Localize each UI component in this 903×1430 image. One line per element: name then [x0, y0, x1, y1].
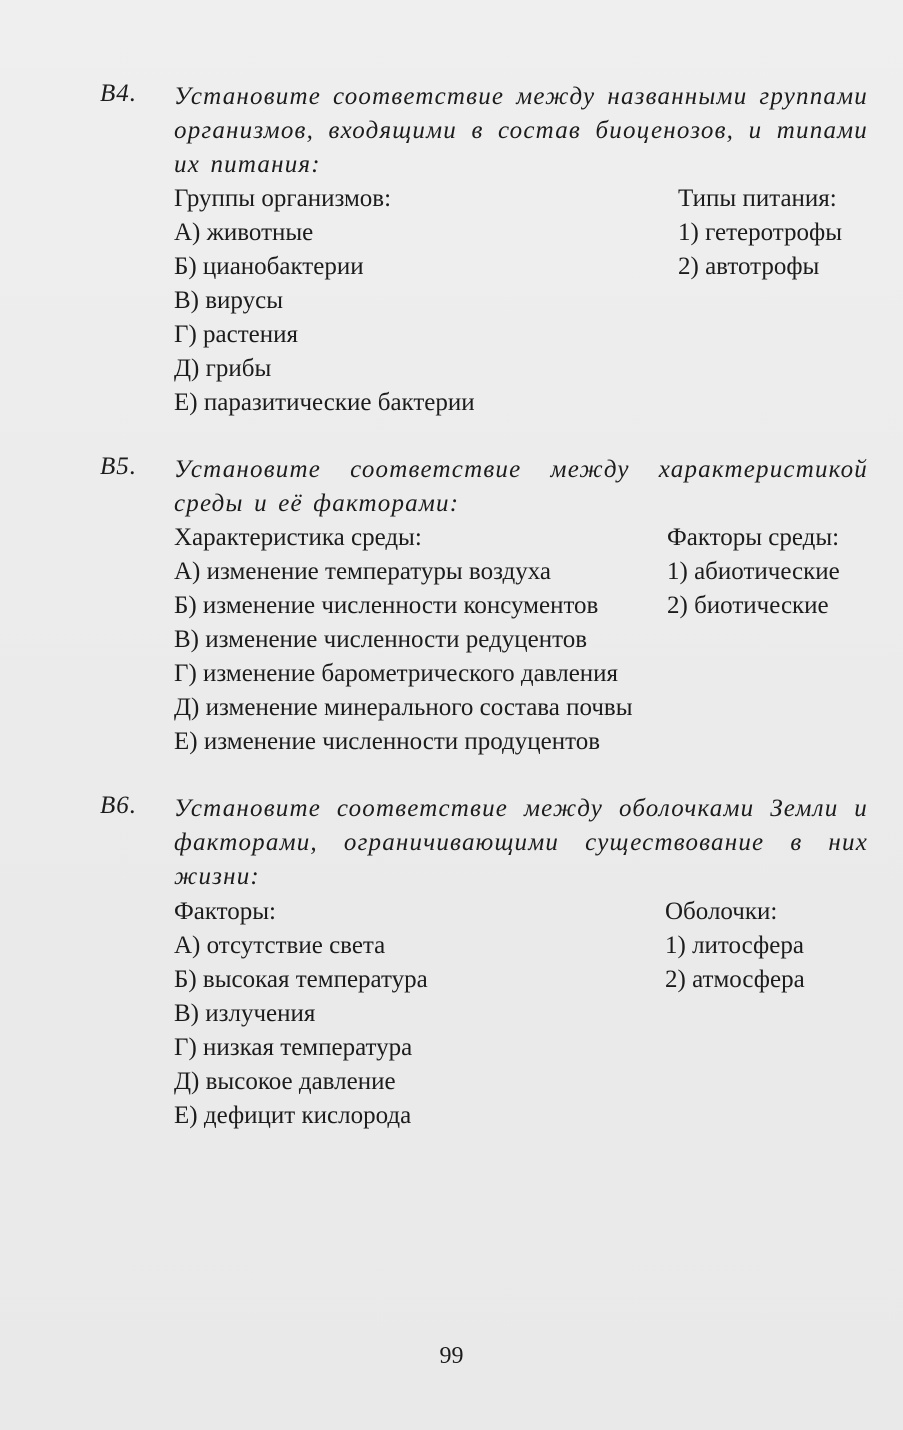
list-item: Г) растения	[174, 321, 298, 348]
right-column-header: Факторы среды:	[667, 524, 840, 551]
right-column	[667, 521, 840, 623]
list-item: Г) изменение барометрического давления	[174, 660, 619, 687]
list-item: Б) изменение численности консументов	[174, 592, 599, 619]
left-column-header: Группы организмов:	[174, 185, 392, 212]
list-item: В) вирусы	[174, 287, 283, 314]
left-column	[174, 895, 428, 1133]
list-item: 2) атмосфера	[665, 966, 805, 993]
list-item: 1) литосфера	[665, 932, 804, 959]
list-item: Б) высокая температура	[174, 966, 428, 993]
list-item: Д) грибы	[174, 355, 272, 382]
question-text: Установите соответствие между характеристикой среды и её факторами:	[174, 456, 868, 517]
list-item: Д) изменение минерального состава почвы	[174, 694, 633, 721]
right-column	[678, 182, 842, 284]
list-item: А) животные	[174, 219, 314, 246]
question-number: В5.	[100, 453, 138, 480]
question-text: Установите соответствие между оболочками Земли и факторами, ограничивающими существование в них жизни:	[174, 795, 868, 890]
right-column-header: Типы питания:	[678, 185, 837, 212]
page-number: 99	[439, 1343, 464, 1369]
list-item: 2) биотические	[667, 592, 829, 619]
left-column-header: Факторы:	[174, 898, 277, 925]
list-item: 1) абиотические	[667, 558, 840, 585]
list-item: А) отсутствие света	[174, 932, 386, 959]
list-item: 1) гетеротрофы	[678, 219, 843, 246]
question-text: Установите соответствие между названными группами организмов, входящими в состав биоценозов, и типами их питания:	[174, 83, 868, 178]
list-item: Б) цианобактерии	[174, 253, 364, 280]
list-item: Е) дефицит кислорода	[174, 1102, 412, 1129]
left-column-header: Характеристика среды:	[174, 524, 422, 551]
list-item: В) излучения	[174, 1000, 316, 1027]
list-item: Г) низкая температура	[174, 1034, 413, 1061]
list-item: В) изменение численности редуцентов	[174, 626, 588, 653]
list-item: Д) высокое давление	[174, 1068, 396, 1095]
left-column	[174, 521, 633, 759]
right-column-header: Оболочки:	[665, 898, 778, 925]
list-item: 2) автотрофы	[678, 253, 820, 280]
question-number: В6.	[100, 792, 138, 819]
list-item: Е) изменение численности продуцентов	[174, 728, 601, 755]
question-number: В4.	[100, 80, 138, 107]
list-item: А) изменение температуры воздуха	[174, 558, 551, 585]
list-item: Е) паразитические бактерии	[174, 389, 475, 416]
right-column	[665, 895, 805, 997]
left-column	[174, 182, 475, 420]
